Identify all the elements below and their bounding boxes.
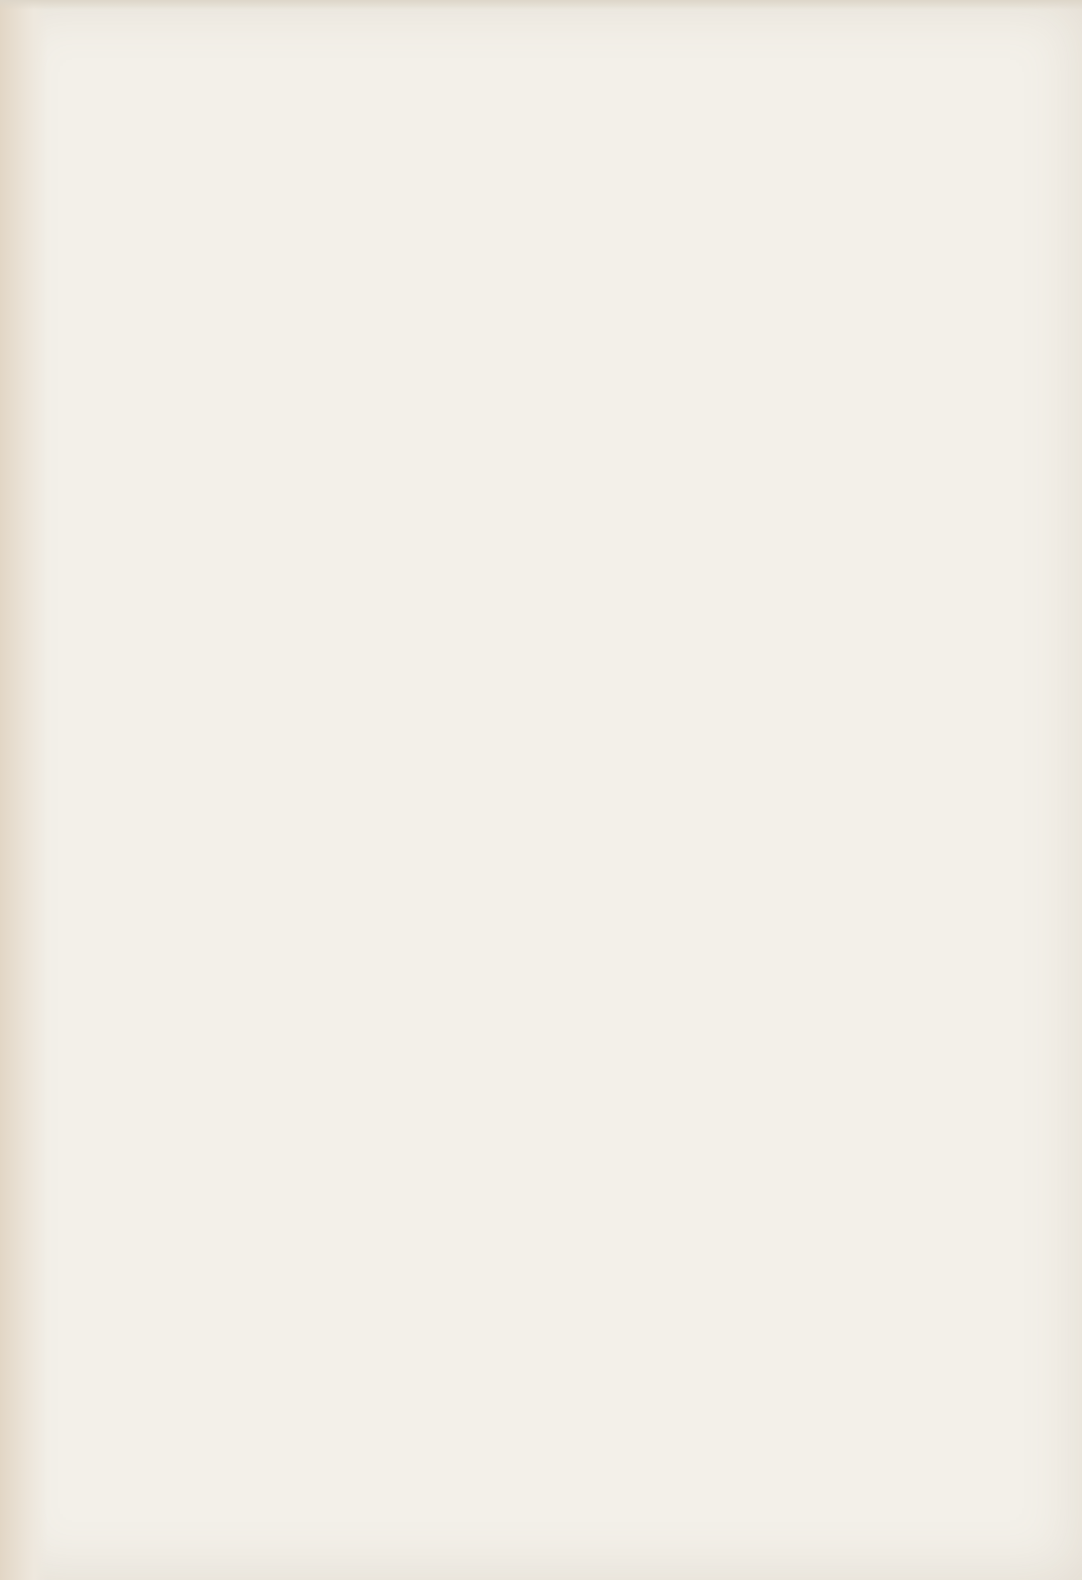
page-top-edge (0, 0, 1082, 10)
page-binding-shadow (0, 0, 48, 1580)
